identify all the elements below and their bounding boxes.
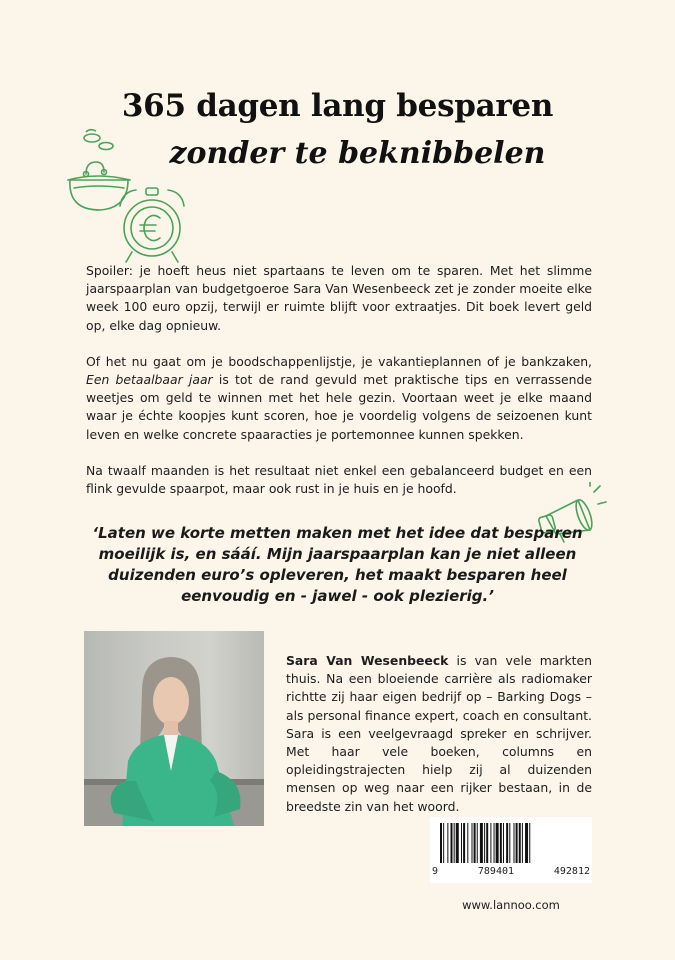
barcode-bar <box>500 823 502 863</box>
barcode-bar <box>477 823 478 863</box>
barcode-bar <box>490 823 491 863</box>
barcode-bar <box>451 823 453 863</box>
paragraph-2-start: Of het nu gaat om je boodschappenlijstje, je vakantieplannen of je bankzaken, <box>86 353 592 369</box>
barcode-bar <box>474 823 476 863</box>
barcode-bar <box>480 823 483 863</box>
euro-alarm-clock-icon <box>112 184 192 266</box>
author-name: Sara Van Wesenbeeck <box>286 653 449 668</box>
barcode-bar <box>519 823 521 863</box>
barcode-bar <box>486 823 488 863</box>
barcode-bar <box>506 823 508 863</box>
barcode-bar <box>529 823 530 863</box>
barcode-bar <box>472 823 473 863</box>
isbn-group-1: 789401 <box>477 866 515 877</box>
paragraph-1: Spoiler: je hoeft heus niet spartaans te leven om te sparen. Met het slimme jaarspaarplan van budgetgoeroe Sara Van Wesenbeeck zet je zonder moeite elke week 100 euro opzij, terwijl er ruimte blijft voor extraatjes. Dit boek levert geld op, elke dag opnieuw. <box>86 263 592 333</box>
barcode-bar <box>509 823 510 863</box>
author-bio-text: is van vele markten thuis. Na een bloeiende carrière als radiomaker richtte zij haar eigen bedrijf op – Barking Dogs – als personal finance expert, coach en consultant. Sara is een veelgevraagd spreker en schrijver. Met haar vele boeken, columns en opleidingstrajecten hielp zij al duizenden mensen op weg naar een rijker bestaan, in de breedste zin van het woord. <box>286 653 592 814</box>
barcode-bar <box>525 823 528 863</box>
isbn-group-2: 492812 <box>553 866 590 877</box>
paragraph-3: Na twaalf maanden is het resultaat niet enkel een gebalanceerd budget en een flink gevulde spaarpot, maar ook rust in je huis en je hoofd. <box>86 462 592 497</box>
barcode-bar <box>461 823 462 863</box>
barcode-bar <box>440 823 442 863</box>
barcode-bar <box>494 823 495 863</box>
isbn-number <box>432 866 590 877</box>
coins-icon <box>80 128 120 158</box>
book-title-mention: Een betaalbaar jaar <box>86 372 213 388</box>
barcode-bars <box>430 817 592 867</box>
barcode-bar <box>463 823 465 863</box>
book-subtitle: zonder te beknibbelen <box>169 136 546 171</box>
barcode-bar <box>447 823 448 863</box>
book-title: 365 dagen lang besparen <box>121 88 554 124</box>
barcode-bar <box>456 823 459 863</box>
author-quote: ‘Laten we korte metten maken met het idee dat besparen moeilijk is, en sááí. Mijn jaarspaarplan kan je niet alleen duizenden euro’s opleveren, het maakt besparen heel eenvoudig en - jawel - ook plezierig.’ <box>92 524 583 605</box>
barcode-bar <box>514 823 515 863</box>
barcode-bar <box>454 823 455 863</box>
description <box>86 262 592 516</box>
paragraph-2-end: is tot de rand gevuld met praktische tips en verrassende weetjes om geld te winnen met het hele gezin. Voortaan weet je elke maand waar je échte koopjes kunt scoren, hoe je voordelig volgens de seizoenen kunt leven en welke concrete spaaracties je portemonnee kunnen spekken. <box>86 372 592 442</box>
barcode-bar <box>443 823 444 863</box>
barcode-bar <box>467 823 468 863</box>
publisher-website[interactable]: www.lannoo.com <box>462 898 560 912</box>
paragraph-2 <box>86 353 592 444</box>
barcode-bar <box>516 823 518 863</box>
isbn-digit: 9 <box>432 866 439 877</box>
author-photo <box>84 631 264 826</box>
barcode-bar <box>484 823 485 863</box>
barcode-bar <box>496 823 499 863</box>
barcode-bar <box>522 823 523 863</box>
barcode-bar <box>503 823 504 863</box>
author-bio <box>286 652 592 816</box>
